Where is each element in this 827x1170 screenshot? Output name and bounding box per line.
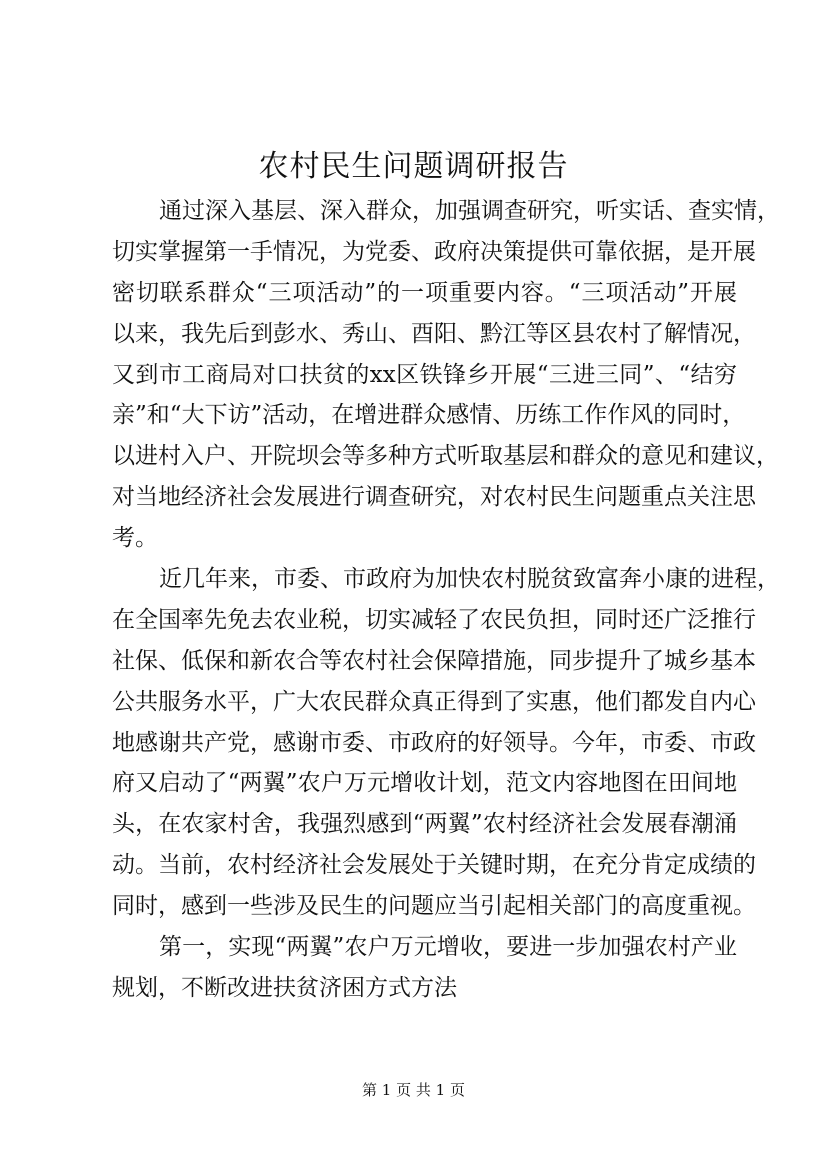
text-line: 地感谢共产党，感谢市委、市政府的好领导。今年，市委、市政 [112,729,756,756]
text-line: 规划，不断改进扶贫济困方式方法 [112,974,457,1001]
text-line: 对当地经济社会发展进行调查研究，对农村民生问题重点关注思 [112,484,756,511]
text-line: 通过深入基层、深入群众，加强调查研究，听实话、查实情， [159,198,780,224]
text-line: 密切联系群众“三项活动”的一项重要内容。“三项活动”开展 [112,279,737,306]
document-title: 农村民生问题调研报告 [258,149,569,184]
text-line: 头，在农家村舍，我强烈感到“两翼”农村经济社会发展春潮涌 [112,811,737,838]
text-line: 同时，感到一些涉及民生的问题应当引起相关部门的高度重视。 [112,893,756,920]
text-line: 在全国率先免去农业税，切实减轻了农民负担，同时还广泛推行 [112,606,756,633]
text-line: 府又启动了“两翼”农户万元增收计划，范文内容地图在田间地 [112,770,737,797]
text-line: 第一，实现“两翼”农户万元增收，要进一步加强农村产业 [159,934,737,961]
document-body [112,191,780,1009]
text-line: 社保、低保和新农合等农村社会保障措施，同步提升了城乡基本 [112,647,756,674]
text-line: 动。当前，农村经济社会发展处于关键时期，在充分肯定成绩的 [112,852,756,879]
page-number-footer: 第 1 页 共 1 页 [362,1081,465,1099]
text-line: 切实掌握第一手情况，为党委、政府决策提供可靠依据，是开展 [112,238,756,265]
text-line: 公共服务水平，广大农民群众真正得到了实惠，他们都发自内心 [112,688,756,715]
text-line: 近几年来，市委、市政府为加快农村脱贫致富奔小康的进程， [159,566,780,593]
text-line: 亲”和“大下访”活动，在增进群众感情、历练工作作风的同时， [112,402,746,429]
text-line: 又到市工商局对口扶贫的xx区铁锋乡开展“三进三同”、“结穷 [112,361,737,388]
paragraph-1 [112,191,780,559]
paragraph-3 [112,927,737,1009]
paragraph-2 [112,559,780,927]
text-line: 考。 [112,525,158,552]
text-line: 以进村入户、开院坝会等多种方式听取基层和群众的意见和建议， [112,443,779,470]
text-line: 以来，我先后到彭水、秀山、酉阳、黔江等区县农村了解情况， [112,320,756,347]
